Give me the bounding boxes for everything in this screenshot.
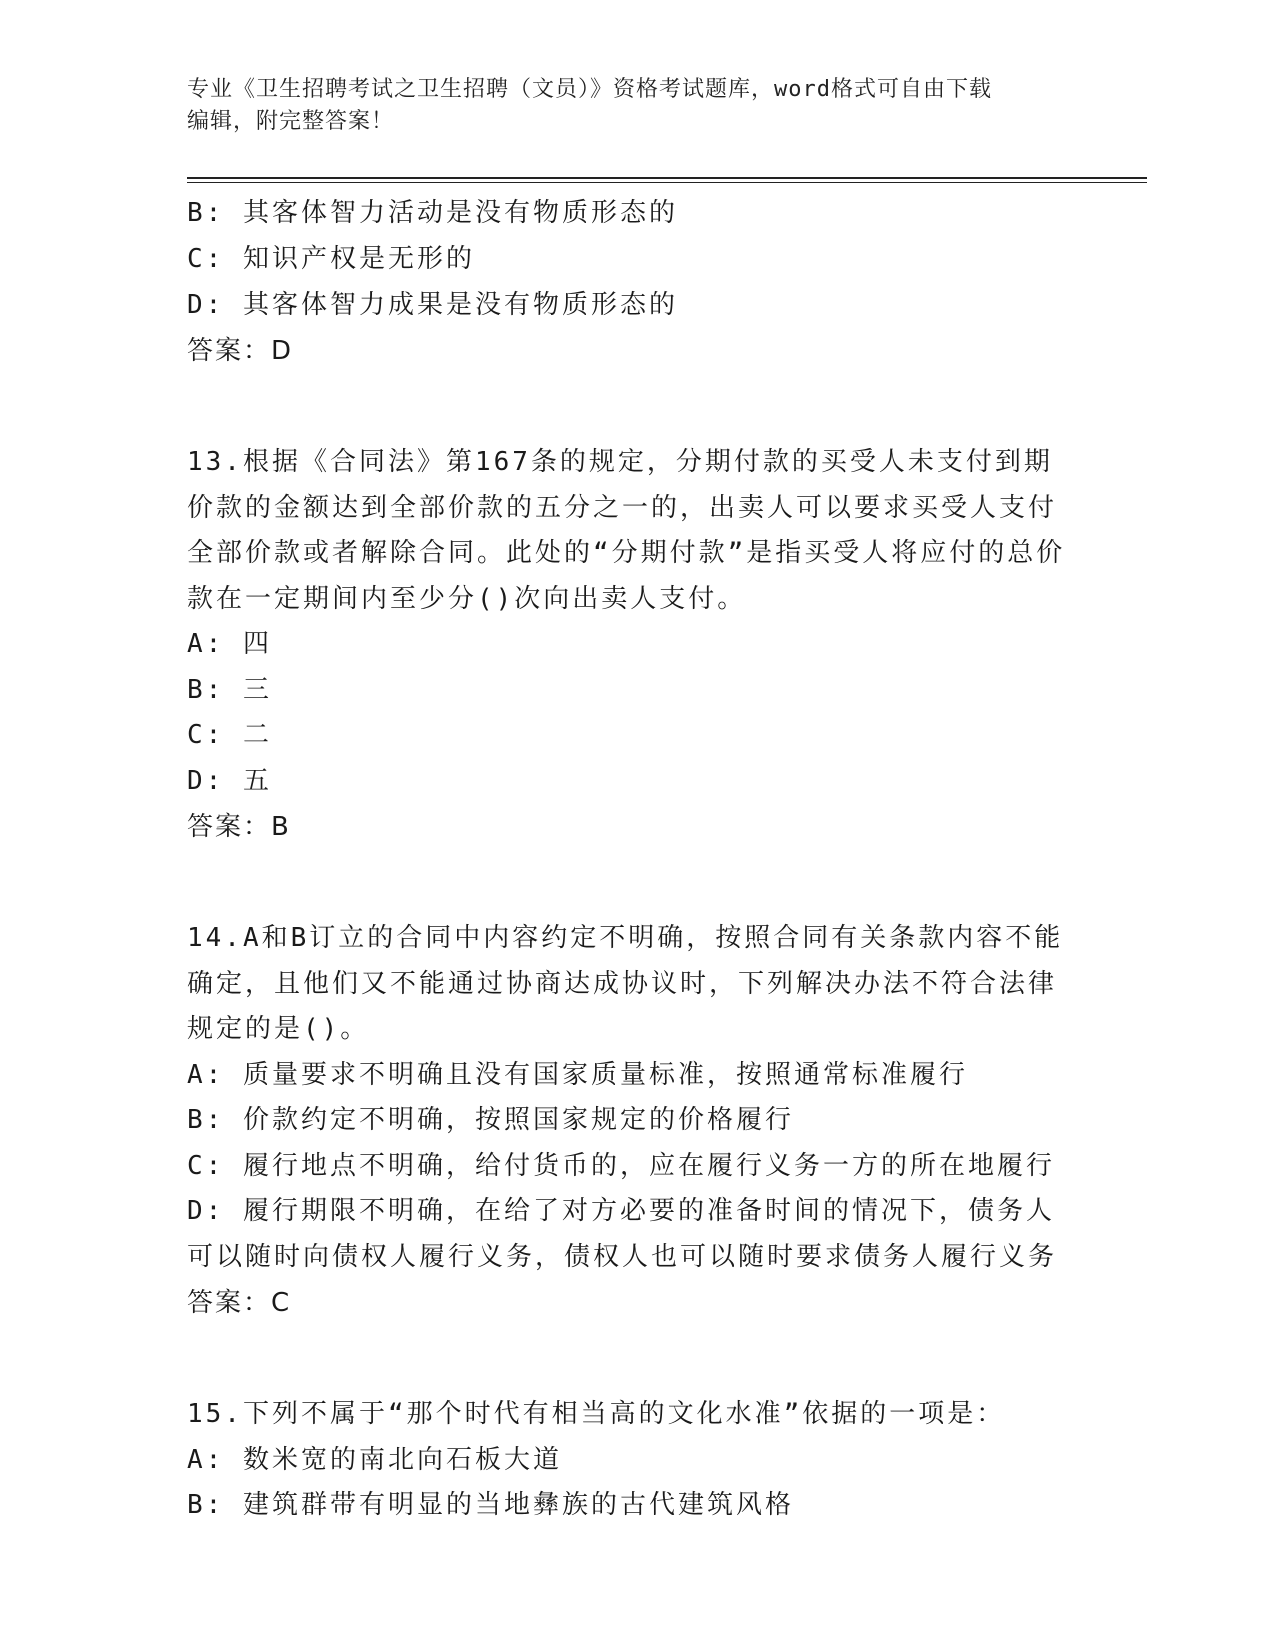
question-text: 13.根据《合同法》第167条的规定，分期付款的买受人未支付到期价款的金额达到全部价款的五分之一的，出卖人可以要求买受人支付全部价款或者解除合同。此处的“分期付款”是指买受人将应付的总价款在一定期间内至少分()次向出卖人支付。: [187, 447, 1066, 614]
question-15: [187, 1392, 1087, 1529]
option-d: D: 五: [187, 765, 272, 796]
option-b: B: 建筑群带有明显的当地彝族的古代建筑风格: [187, 1490, 794, 1520]
prev-question-block: [187, 190, 1087, 374]
answer-text: 答案：B: [187, 812, 291, 842]
option-a: A: 四: [187, 629, 272, 659]
header-line-1: 专业《卫生招聘考试之卫生招聘（文员）》资格考试题库，word格式可自由下载: [187, 77, 992, 102]
question-text: 15.下列不属于“那个时代有相当高的文化水准”依据的一项是：: [187, 1399, 1006, 1429]
header-divider-thick: [187, 177, 1147, 179]
question-list: [187, 190, 1087, 1529]
option-b: B: 价款约定不明确，按照国家规定的价格履行: [187, 1105, 794, 1135]
question-14: [187, 916, 1087, 1326]
document-header: [187, 74, 1087, 138]
header-line-2: 编辑，附完整答案！: [187, 109, 395, 134]
option-c: C: 知识产权是无形的: [187, 244, 475, 274]
option-b: B: 三: [187, 674, 272, 705]
question-13: [187, 440, 1087, 850]
question-text: 14.A和B订立的合同中内容约定不明确，按照合同有关条款内容不能确定，且他们又不能通过协商达成协议时，下列解决办法不符合法律规定的是()。: [187, 923, 1064, 1044]
spacer: [187, 850, 1087, 896]
option-c: C: 履行地点不明确，给付货币的，应在履行义务一方的所在地履行: [187, 1150, 1055, 1181]
header-divider-thin: [187, 182, 1147, 183]
option-a: A: 数米宽的南北向石板大道: [187, 1444, 562, 1475]
spacer: [187, 1326, 1087, 1372]
option-d: D: 其客体智力成果是没有物质形态的: [187, 290, 678, 320]
answer-text: 答案：D: [187, 336, 294, 366]
option-c: C: 二: [187, 720, 272, 750]
answer-text: 答案：C: [187, 1288, 292, 1318]
option-a: A: 质量要求不明确且没有国家质量标准，按照通常标准履行: [187, 1059, 968, 1090]
spacer: [187, 374, 1087, 420]
option-b: B: 其客体智力活动是没有物质形态的: [187, 198, 678, 228]
option-d: D: 履行期限不明确，在给了对方必要的准备时间的情况下，债务人可以随时向债权人履行义务，债权人也可以随时要求债务人履行义务: [187, 1196, 1058, 1272]
